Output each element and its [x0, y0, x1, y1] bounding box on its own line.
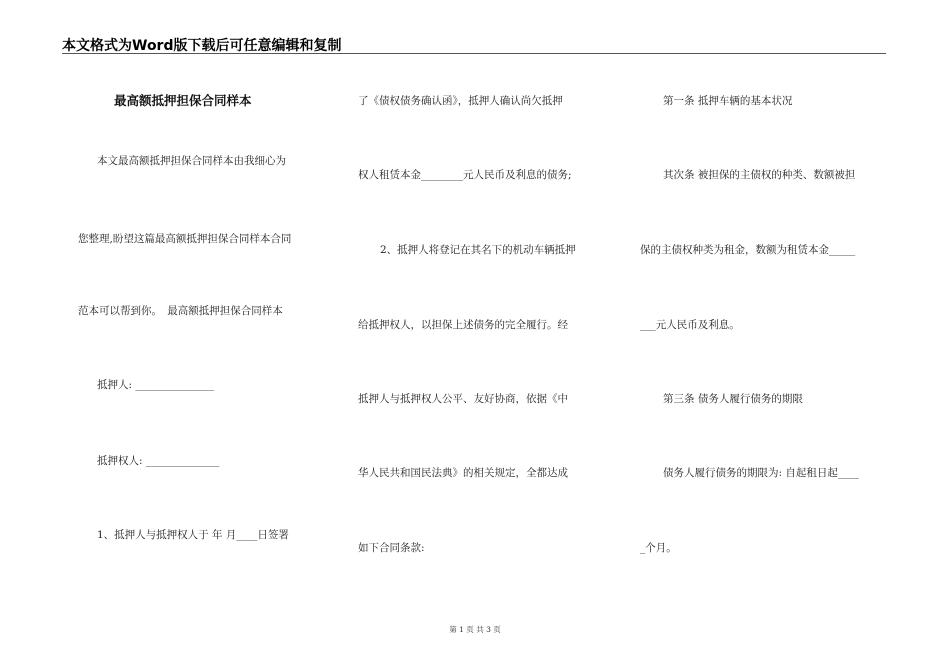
col3-line-7: _个月。: [640, 542, 677, 554]
document-title: 最高额抵押担保合同样本: [114, 93, 252, 108]
col3-line-6: 债务人履行债务的期限为: 自起租日起____: [663, 467, 859, 479]
page-number: 第 1 页 共 3 页: [449, 625, 501, 634]
col3-line-1: 第一条 抵押车辆的基本状况: [663, 95, 793, 107]
col3-line-3: 保的主债权种类为租金，数额为租赁本金_____: [640, 244, 856, 256]
col2-line-5: 抵押人与抵押权人公平、友好协商，依据《中: [358, 393, 568, 405]
col2-line-1: 了《债权债务确认函》，抵押人确认尚欠抵押: [358, 95, 563, 107]
col2-line-2: 权人租赁本金________元人民币及利息的债务;: [358, 169, 572, 181]
col1-line-1: 本文最高额抵押担保合同样本由我细心为: [97, 155, 286, 167]
col1-line-2: 您整理,盼望这篇最高额抵押担保合同样本合同: [78, 233, 292, 245]
col1-line-4: 抵押人: _______________: [97, 379, 215, 391]
col3-line-5: 第三条 债务人履行债务的期限: [663, 393, 803, 405]
col1-line-6: 1、抵押人与抵押权人于 年 月____日签署: [97, 529, 289, 541]
header-divider: [62, 53, 886, 54]
document-header: 本文格式为Word版下载后可任意编辑和复制: [62, 38, 342, 54]
col2-line-3: 2、抵押人将登记在其名下的机动车辆抵押: [380, 244, 576, 256]
col2-line-7: 如下合同条款:: [358, 542, 425, 554]
col1-line-5: 抵押权人: ______________: [97, 455, 220, 467]
col2-line-6: 华人民共和国民法典》的相关规定，全都达成: [358, 467, 568, 479]
col2-line-4: 给抵押权人，以担保上述债务的完全履行。经: [358, 319, 568, 331]
col1-line-3: 范本可以帮到你。 最高额抵押担保合同样本: [78, 305, 283, 317]
col3-line-4: ___元人民币及利息。: [640, 319, 740, 331]
col3-line-2: 其次条 被担保的主债权的种类、数额被担: [663, 169, 856, 181]
